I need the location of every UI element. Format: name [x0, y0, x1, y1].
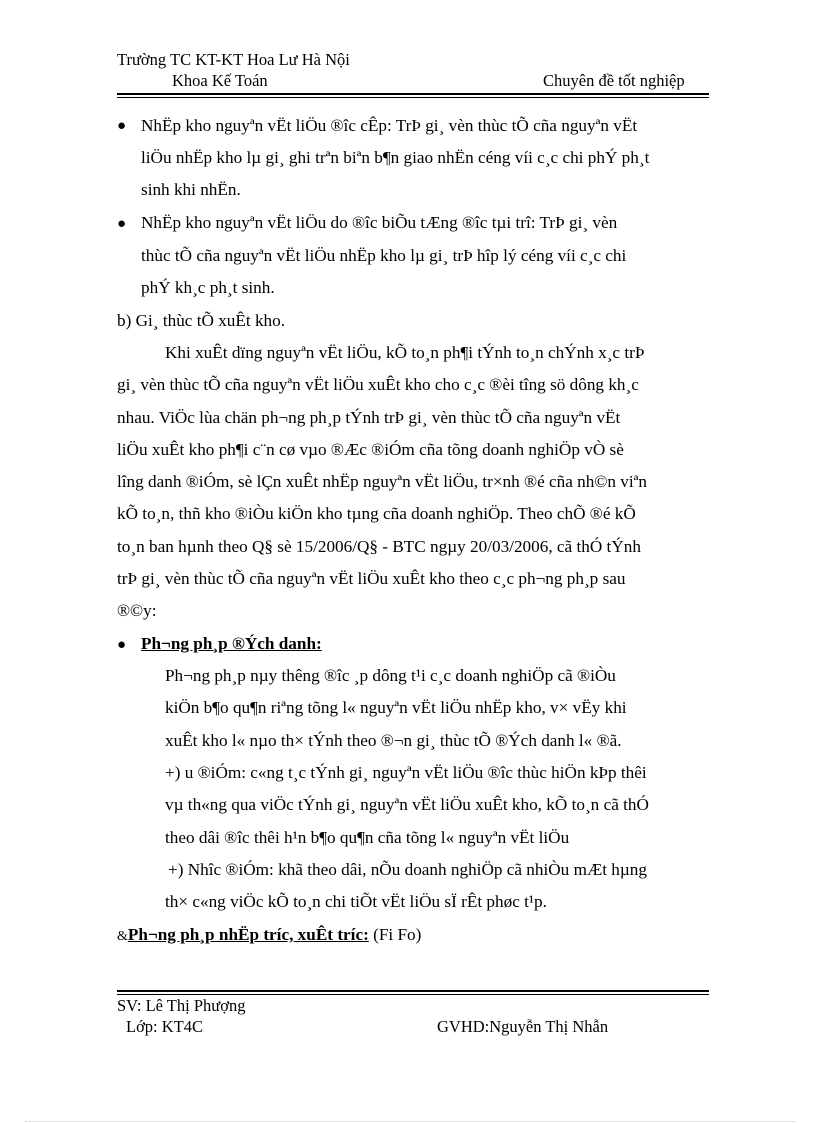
method1-line: xuÊt kho l« nµo th× tÝnh theo ®¬n gi¸ thùc tÕ ®Ých danh l« ®ã.: [165, 731, 622, 750]
bullet-icon: ●: [117, 637, 127, 653]
bullet-icon: ●: [117, 118, 127, 134]
school-name: Trường TC KT-KT Hoa Lư Hà Nội: [117, 50, 350, 69]
bullet1-line: liÖu nhËp kho lµ gi¸ ghi trªn biªn b¶n giao nhËn céng víi c¸c chi phÝ ph¸t: [141, 148, 650, 167]
advantage-line: +) u ®iÓm: c«ng t¸c tÝnh gi¸ nguyªn vËt liÖu ®îc thùc hiÖn kÞp thêi: [165, 763, 647, 782]
paragraph-line: ®©y:: [117, 601, 157, 620]
footer-rule-thin: [117, 994, 709, 995]
method2-suffix: (Fi Fo): [373, 925, 422, 944]
faculty-name: Khoa Kế Toán: [172, 71, 268, 90]
bullet2-line: phÝ kh¸c ph¸t sinh.: [141, 278, 275, 297]
method2-line: [117, 925, 421, 945]
method1-line: kiÖn b¶o qu¶n riªng tõng l« nguyªn vËt liÖu nhËp kho, v× vËy khi: [165, 698, 627, 717]
bullet2-line: thùc tÕ cña nguyªn vËt liÖu nhËp kho lµ gi¸ trÞ hîp lý céng víi c¸c chi: [141, 246, 627, 265]
method2-prefix-glyph: &: [117, 929, 128, 944]
advantage-line: theo dâi ®îc thêi h¹n b¶o qu¶n cña tõng l« nguyªn vËt liÖu: [165, 828, 570, 847]
bullet2-line: NhËp kho nguyªn vËt liÖu do ®îc biÕu tÆng ®îc tµi trî: TrÞ gi¸ vèn: [141, 213, 618, 232]
supervisor-name: GVHD:Nguyễn Thị Nhẫn: [437, 1017, 609, 1036]
disadvantage-line: +) Nhîc ®iÓm: khã theo dâi, nÕu doanh nghiÖp cã nhiÒu mÆt hµng: [168, 860, 647, 879]
advantage-line: vµ th«ng qua viÖc tÝnh gi¸ nguyªn vËt liÖu xuÊt kho, kÕ to¸n cã thÓ: [165, 795, 649, 814]
method1-title: Ph¬ng ph¸p ®Ých danh:: [141, 634, 322, 653]
paragraph-line: nhau. ViÖc lùa chän ph¬ng ph¸p tÝnh trÞ gi¸ vèn thùc tÕ cña nguyªn vËt: [117, 408, 621, 427]
student-class: Lớp: KT4C: [126, 1017, 204, 1036]
paragraph-line: to¸n ban hµnh theo Q§ sè 15/2006/Q§ - BTC ngµy 20/03/2006, cã thÓ tÝnh: [117, 537, 641, 556]
report-type: Chuyên đề tốt nghiệp: [543, 71, 685, 90]
paragraph-line: gi¸ vèn thùc tÕ cña nguyªn vËt liÖu xuÊt kho cho c¸c ®èi tîng sö dông kh¸c: [117, 375, 639, 394]
bullet1-line: NhËp kho nguyªn vËt liÖu ®îc cÊp: TrÞ gi¸ vèn thùc tÕ cña nguyªn vËt: [141, 116, 638, 135]
paragraph-line: lîng danh ®iÓm, sè lÇn xuÊt nhËp nguyªn vËt liÖu, tr×nh ®é cña nh©n viªn: [117, 472, 648, 491]
paragraph-line: liÖu xuÊt kho ph¶i c¨n cø vµo ®Æc ®iÓm cña tõng doanh nghiÖp vÒ sè: [117, 440, 624, 459]
footer-rule-thick: [117, 990, 709, 992]
bullet-icon: ●: [117, 216, 127, 232]
paragraph-line: kÕ to¸n, thñ kho ®iÒu kiÖn kho tµng cña doanh nghiÖp. Theo chÕ ®é kÕ: [117, 504, 636, 523]
bullet1-line: sinh khi nhËn.: [141, 180, 241, 199]
method1-line: Ph¬ng ph¸p nµy thêng ®îc ¸p dông t¹i c¸c doanh nghiÖp cã ®iÒu: [165, 666, 616, 685]
paragraph-line: trÞ gi¸ vèn thùc tÕ cña nguyªn vËt liÖu xuÊt kho theo c¸c ph¬ng ph¸p sau: [117, 569, 626, 588]
section-heading: b) Gi¸ thùc tÕ xuÊt kho.: [117, 311, 286, 330]
method2-title: Ph¬ng ph¸p nhËp tríc, xuÊt tríc:: [127, 925, 369, 944]
page-edge-divider: [25, 1121, 795, 1122]
paragraph-line: Khi xuÊt dïng nguyªn vËt liÖu, kÕ to¸n ph¶i tÝnh to¸n chÝnh x¸c trÞ: [165, 343, 645, 362]
disadvantage-line: th× c«ng viÖc kÕ to¸n chi tiÕt vËt liÖu sÏ rÊt phøc t¹p.: [165, 892, 547, 911]
student-name: SV: Lê Thị Phượng: [117, 996, 246, 1015]
